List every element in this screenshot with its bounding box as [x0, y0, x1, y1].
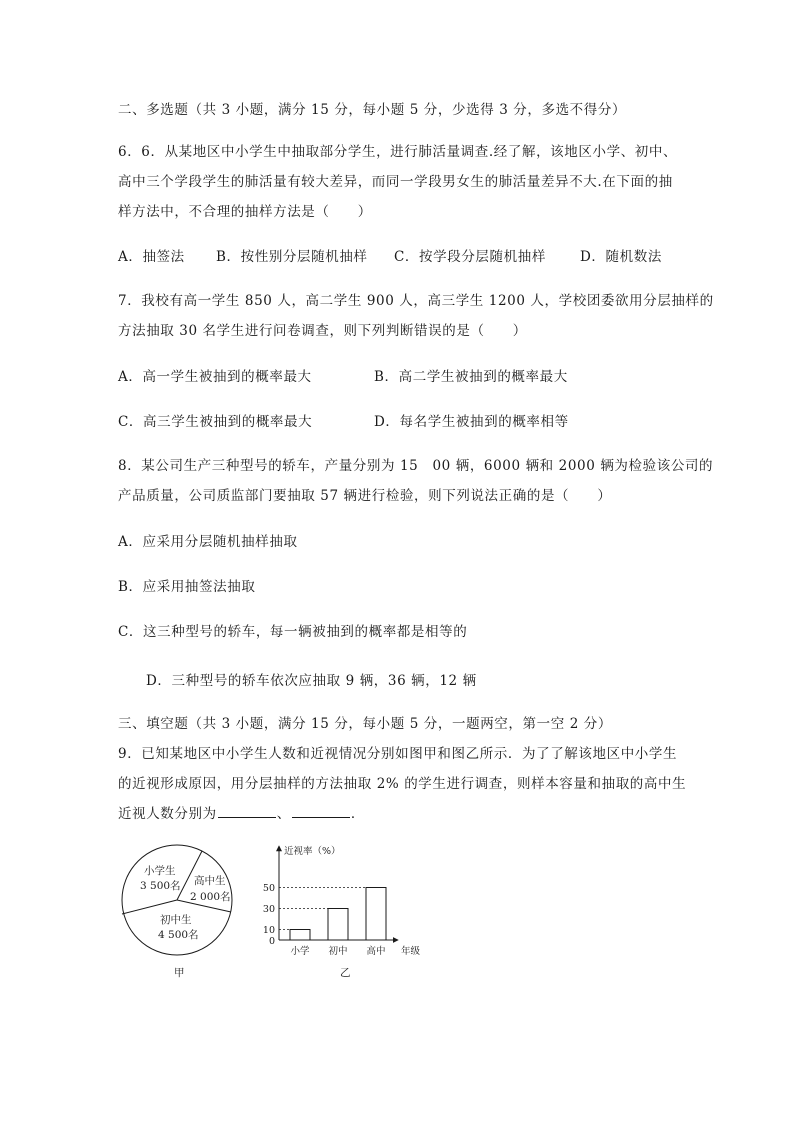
q8-option-b: B．应采用抽签法抽取 — [118, 579, 256, 595]
q7-option-b: B．高二学生被抽到的概率最大 — [374, 369, 568, 385]
pie-divider-2 — [122, 900, 177, 914]
q7-option-d: D．每名学生被抽到的概率相等 — [374, 414, 569, 430]
bar-chart-yi — [258, 838, 428, 986]
pie-slice-value-junior: 4 500名 — [158, 929, 199, 941]
q8-line-1: 8．某公司生产三种型号的轿车，产量分别为 15 00 辆，6000 辆和 2000 辆为检验该公司的 — [118, 458, 714, 474]
q7-option-c: C．高三学生被抽到的概率最大 — [118, 414, 313, 430]
q8-option-a: A．应采用分层随机抽样抽取 — [118, 534, 298, 550]
y-tick-label-50: 50 — [262, 883, 275, 894]
bar-2 — [328, 909, 348, 941]
section-heading-fill-in: 三、填空题（共 3 小题，满分 15 分，每小题 5 分，一题两空，第一空 2 分） — [118, 716, 612, 732]
q6-line-2: 高中三个学段学生的肺活量有较大差异，而同一学段男女生的肺活量差异不大.在下面的抽 — [118, 174, 673, 190]
pie-figure-jia — [116, 836, 248, 984]
q9-line-3-end: ． — [350, 806, 365, 822]
q8-line-2: 产品质量，公司质监部门要抽取 57 辆进行检验，则下列说法正确的是（ ） — [118, 488, 612, 504]
q9-answer-blank-2[interactable] — [292, 806, 350, 818]
q6-line-3: 样方法中，不合理的抽样方法是（ ） — [118, 204, 372, 220]
q9-line-2: 的近视形成原因，用分层抽样的方法抽取 2% 的学生进行调查，则样本容量和抽取的高中生 — [118, 776, 687, 792]
q9-line-3-prefix: 近视人数分别为 — [118, 806, 217, 822]
pie-slice-label-senior: 高中生 — [194, 875, 226, 887]
bar-3 — [366, 888, 386, 941]
q9-answer-blank-1[interactable] — [218, 806, 276, 818]
pie-slice-value-senior: 2 000名 — [190, 891, 231, 903]
x-category-label-2: 初中 — [328, 946, 348, 957]
x-category-label-3: 高中 — [366, 946, 386, 957]
q8-option-c: C．这三种型号的轿车，每一辆被抽到的概率都是相等的 — [118, 624, 468, 640]
q7-line-1: 7．我校有高一学生 850 人，高二学生 900 人，高三学生 1200 人，学校团委欲用分层抽样的 — [118, 293, 714, 309]
q6-option-a: A．抽签法 — [118, 249, 185, 265]
bar-1 — [290, 930, 310, 941]
pie-slice-label-primary: 小学生 — [144, 865, 176, 877]
q9-blank-separator: 、 — [276, 806, 291, 822]
y-tick-label-30: 30 — [262, 904, 275, 915]
y-tick-label-10: 10 — [262, 925, 275, 936]
section-heading-multiple-choice: 二、多选题（共 3 小题，满分 15 分，每小题 5 分，少选得 3 分，多选不得分） — [118, 102, 627, 118]
q6-line-1: 6．6．从某地区中小学生中抽取部分学生，进行肺活量调查.经了解，该地区小学、初中、 — [118, 144, 678, 160]
pie-slice-value-primary: 3 500名 — [140, 880, 181, 892]
q9-line-3 — [118, 802, 365, 822]
q8-option-d: D．三种型号的轿车依次应抽取 9 辆，36 辆，12 辆 — [146, 673, 477, 689]
q6-option-b: B．按性别分层随机抽样 — [216, 249, 368, 265]
q6-option-d: D．随机数法 — [580, 249, 662, 265]
x-axis-label: 年级 — [401, 946, 421, 957]
q6-option-c: C．按学段分层随机抽样 — [394, 249, 546, 265]
q7-line-2: 方法抽取 30 名学生进行问卷调查，则下列判断错误的是（ ） — [118, 323, 527, 339]
bar-chart-caption: 乙 — [340, 967, 351, 979]
q7-option-a: A．高一学生被抽到的概率最大 — [118, 369, 312, 385]
q9-line-1: 9．已知某地区中小学生人数和近视情况分别如图甲和图乙所示．为了了解该地区中小学生 — [118, 746, 678, 762]
y-axis-label: 近视率（%） — [284, 846, 341, 857]
y-tick-label-0: 0 — [268, 936, 275, 947]
pie-caption: 甲 — [174, 967, 185, 979]
bars-group — [263, 883, 386, 957]
pie-slice-label-junior: 初中生 — [160, 914, 192, 926]
x-category-label-1: 小学 — [290, 946, 310, 957]
